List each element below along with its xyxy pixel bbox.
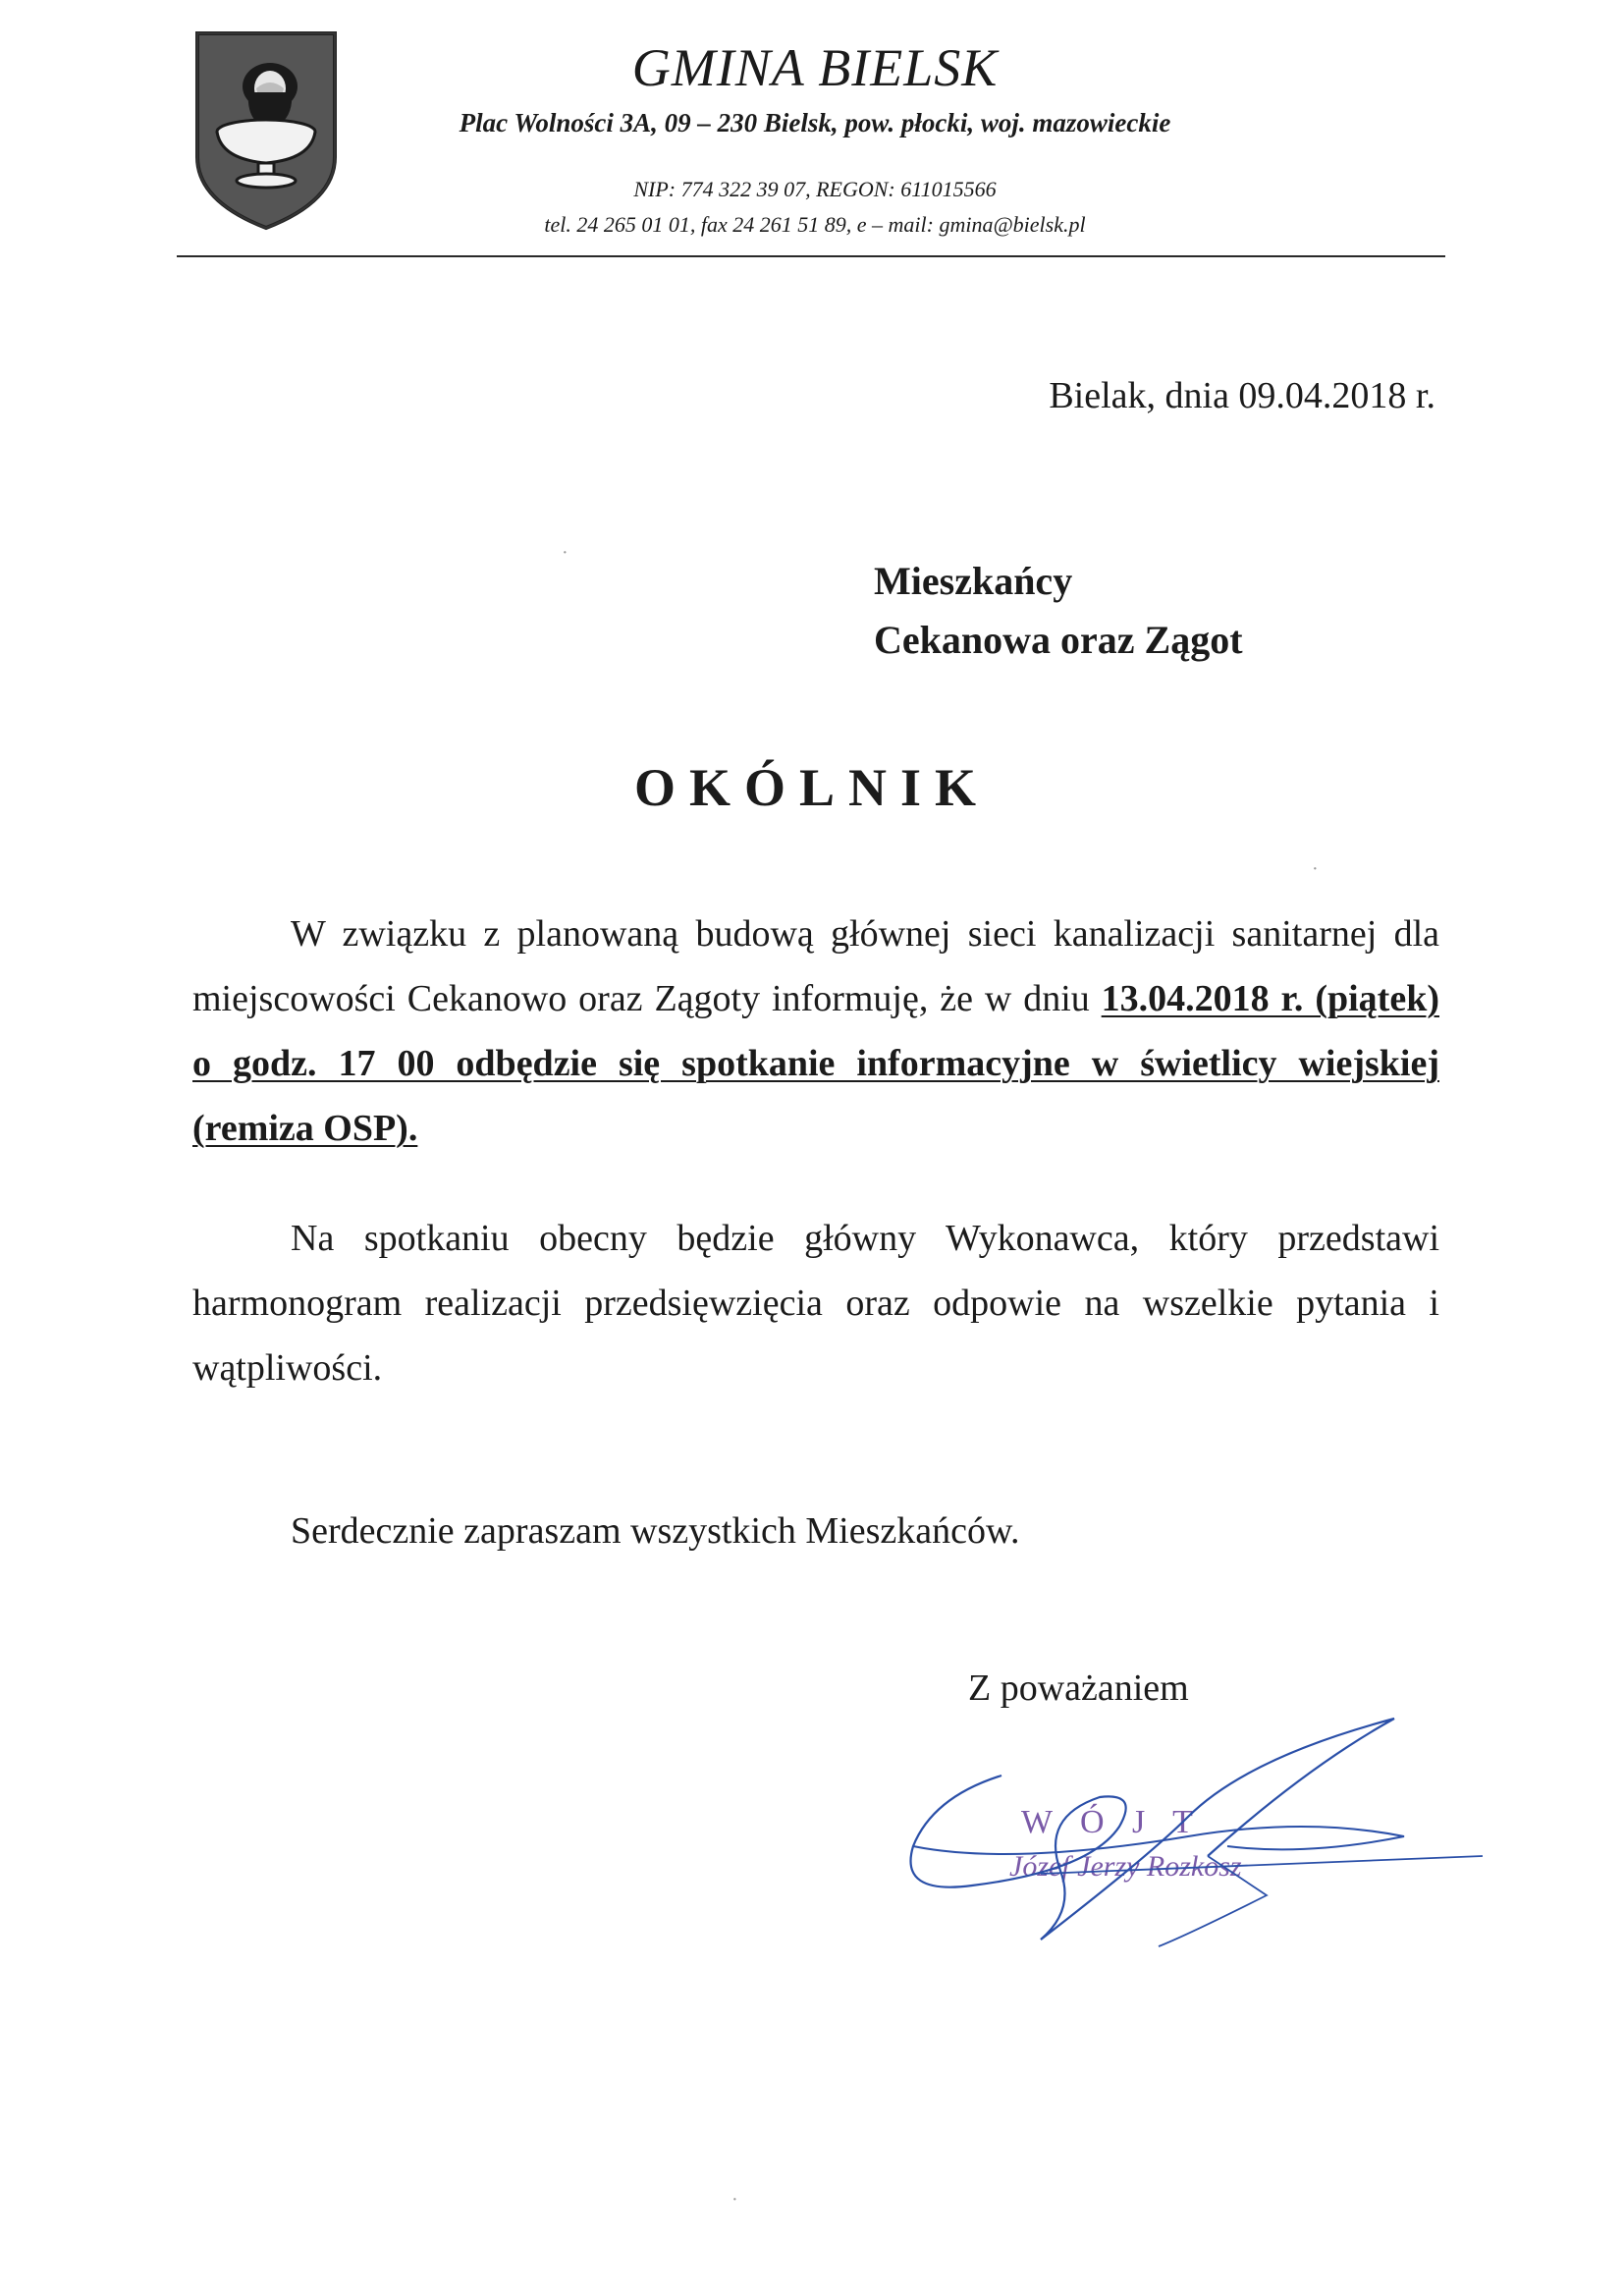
stamp-title: W Ó J T — [1021, 1804, 1203, 1840]
recipient-block — [874, 552, 1243, 670]
letter-title: OKÓLNIK — [633, 758, 991, 817]
organization-address: Plac Wolności 3A, 09 – 230 Bielsk, pow. płocki, woj. mazowieckie — [459, 108, 1171, 137]
letter-date: Bielak, dnia 09.04.2018 r. — [1049, 375, 1435, 416]
closing-salutation: Z poważaniem — [968, 1667, 1189, 1709]
meeting-details: 13.04.2018 r. (piątek) o godz. 17 00 odbędzie się spotkanie informacyjne w świetlicy wiejskiej (remiza OSP). — [192, 978, 1439, 1149]
handwritten-signature-icon — [893, 1699, 1502, 1954]
scan-speck: · — [731, 2189, 738, 2211]
paragraph-1-lead: W związku z planowaną budową głównej sieci kanalizacji sanitarnej dla miejscowości Cekanowo oraz Zągoty informuję, że w dniu — [192, 913, 1439, 1019]
recipient-line-1: Mieszkańcy — [874, 559, 1073, 603]
body-paragraph-1 — [192, 902, 1439, 1161]
organization-contact: tel. 24 265 01 01, fax 24 261 51 89, e – mail: gmina@bielsk.pl — [544, 212, 1086, 237]
organization-tax-ids: NIP: 774 322 39 07, REGON: 611015566 — [633, 177, 997, 201]
recipient-line-2: Cekanowa oraz Zągot — [874, 618, 1243, 662]
scan-speck: · — [1312, 858, 1319, 880]
letterhead-divider — [177, 255, 1445, 257]
body-paragraph-2: Na spotkaniu obecny będzie główny Wykonawca, który przedstawi harmonogram realizacji przedsięwzięcia oraz odpowie na wszelkie pytania i wątpliwości. — [192, 1218, 1439, 1389]
stamp-name: Józef Jerzy Rozkosz — [1009, 1850, 1242, 1883]
invitation-line: Serdecznie zapraszam wszystkich Mieszkańców. — [291, 1510, 1020, 1552]
organization-name: GMINA BIELSK — [631, 38, 999, 97]
scan-speck: · — [562, 542, 568, 564]
coat-of-arms-icon — [193, 29, 339, 232]
